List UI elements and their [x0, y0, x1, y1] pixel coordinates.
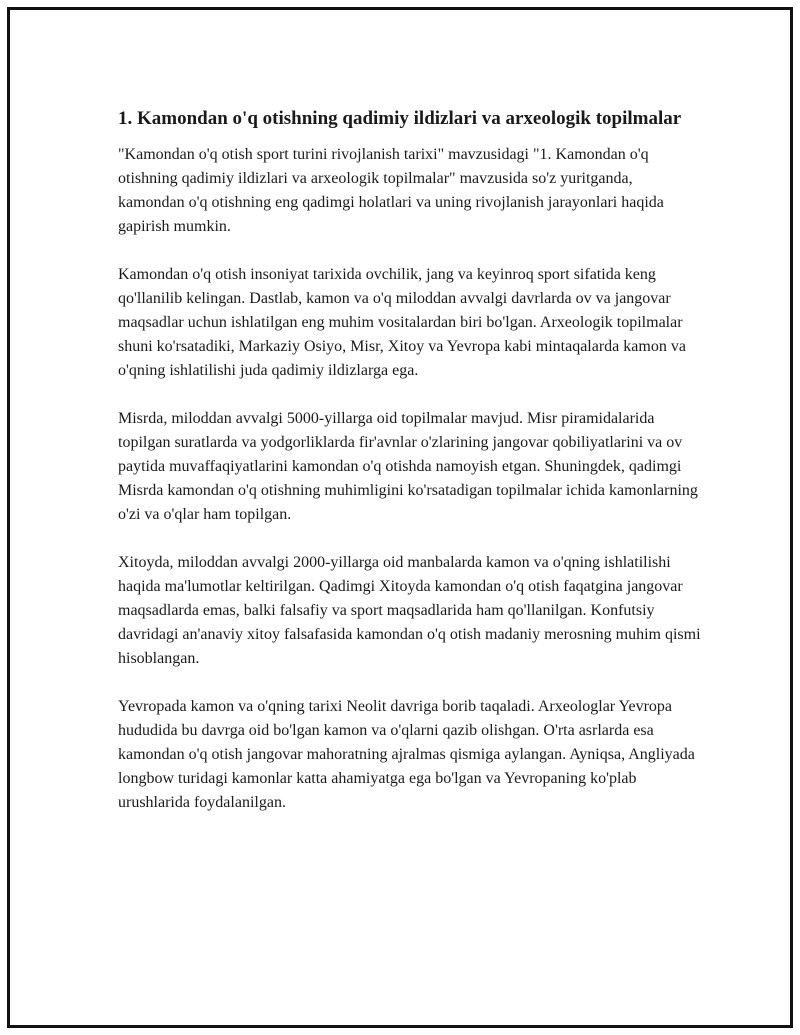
page-frame [7, 7, 793, 1028]
paragraph-egypt: Misrda, miloddan avvalgi 5000-yillarga oid topilmalar mavjud. Misr piramidalarida topilgan suratlarda va yodgorliklarda fir'avnlar o'zlarining jangovar qobiliyatlarini va ov paytida muvaffaqiyatlarini kamondan o'q otishda namoyish etgan. Shuningdek, qadimgi Misrda kamondan o'q otishning muhimligini ko'rsatadigan topilmalar ichida kamonlarning o'zi va o'qlar ham topilgan. [118, 410, 698, 523]
paragraph-europe: Yevropada kamon va o'qning tarixi Neolit davriga borib taqaladi. Arxeologlar Yevropa hududida bu davrga oid bo'lgan kamon va o'qlarni qazib olishgan. O'rta asrlarda esa kamondan o'q otish jangovar mahoratning ajralmas qismiga aylangan. Ayniqsa, Angliyada longbow turidagi kamonlar katta ahamiyatga ega bo'lgan va Yevropaning ko'plab urushlarida foydalanilgan. [118, 698, 695, 811]
paragraph-intro: "Kamondan o'q otish sport turini rivojlanish tarixi" mavzusidagi "1. Kamondan o'q otishning qadimiy ildizlari va arxeologik topilmalar" mavzusida so'z yuritganda, kamondan o'q otishning eng qadimgi holatlari va uning rivojlanish jarayonlari haqida gapirish mumkin. [118, 146, 664, 235]
section-heading: 1. Kamondan o'q otishning qadimiy ildizlari va arxeologik topilmalar [118, 108, 682, 129]
paragraph-overview: Kamondan o'q otish insoniyat tarixida ovchilik, jang va keyinroq sport sifatida keng qo'llanilib kelingan. Dastlab, kamon va o'q miloddan avvalgi davrlarda ov va jangovar maqsadlar uchun ishlatilgan eng muhim vositalardan biri bo'lgan. Arxeologik topilmalar shuni ko'rsatadiki, Markaziy Osiyo, Misr, Xitoy va Yevropa kabi mintaqalarda kamon va o'qning ishlatilishi juda qadimiy ildizlarga ega. [118, 266, 686, 379]
document-body [118, 106, 703, 839]
paragraph-china: Xitoyda, miloddan avvalgi 2000-yillarga oid manbalarda kamon va o'qning ishlatilishi haqida ma'lumotlar keltirilgan. Qadimgi Xitoyda kamondan o'q otish faqatgina jangovar maqsadlarda emas, balki falsafiy va sport maqsadlarida ham qo'llanilgan. Konfutsiy davridagi an'anaviy xitoy falsafasida kamondan o'q otish madaniy merosning muhim qismi hisoblangan. [118, 554, 701, 667]
